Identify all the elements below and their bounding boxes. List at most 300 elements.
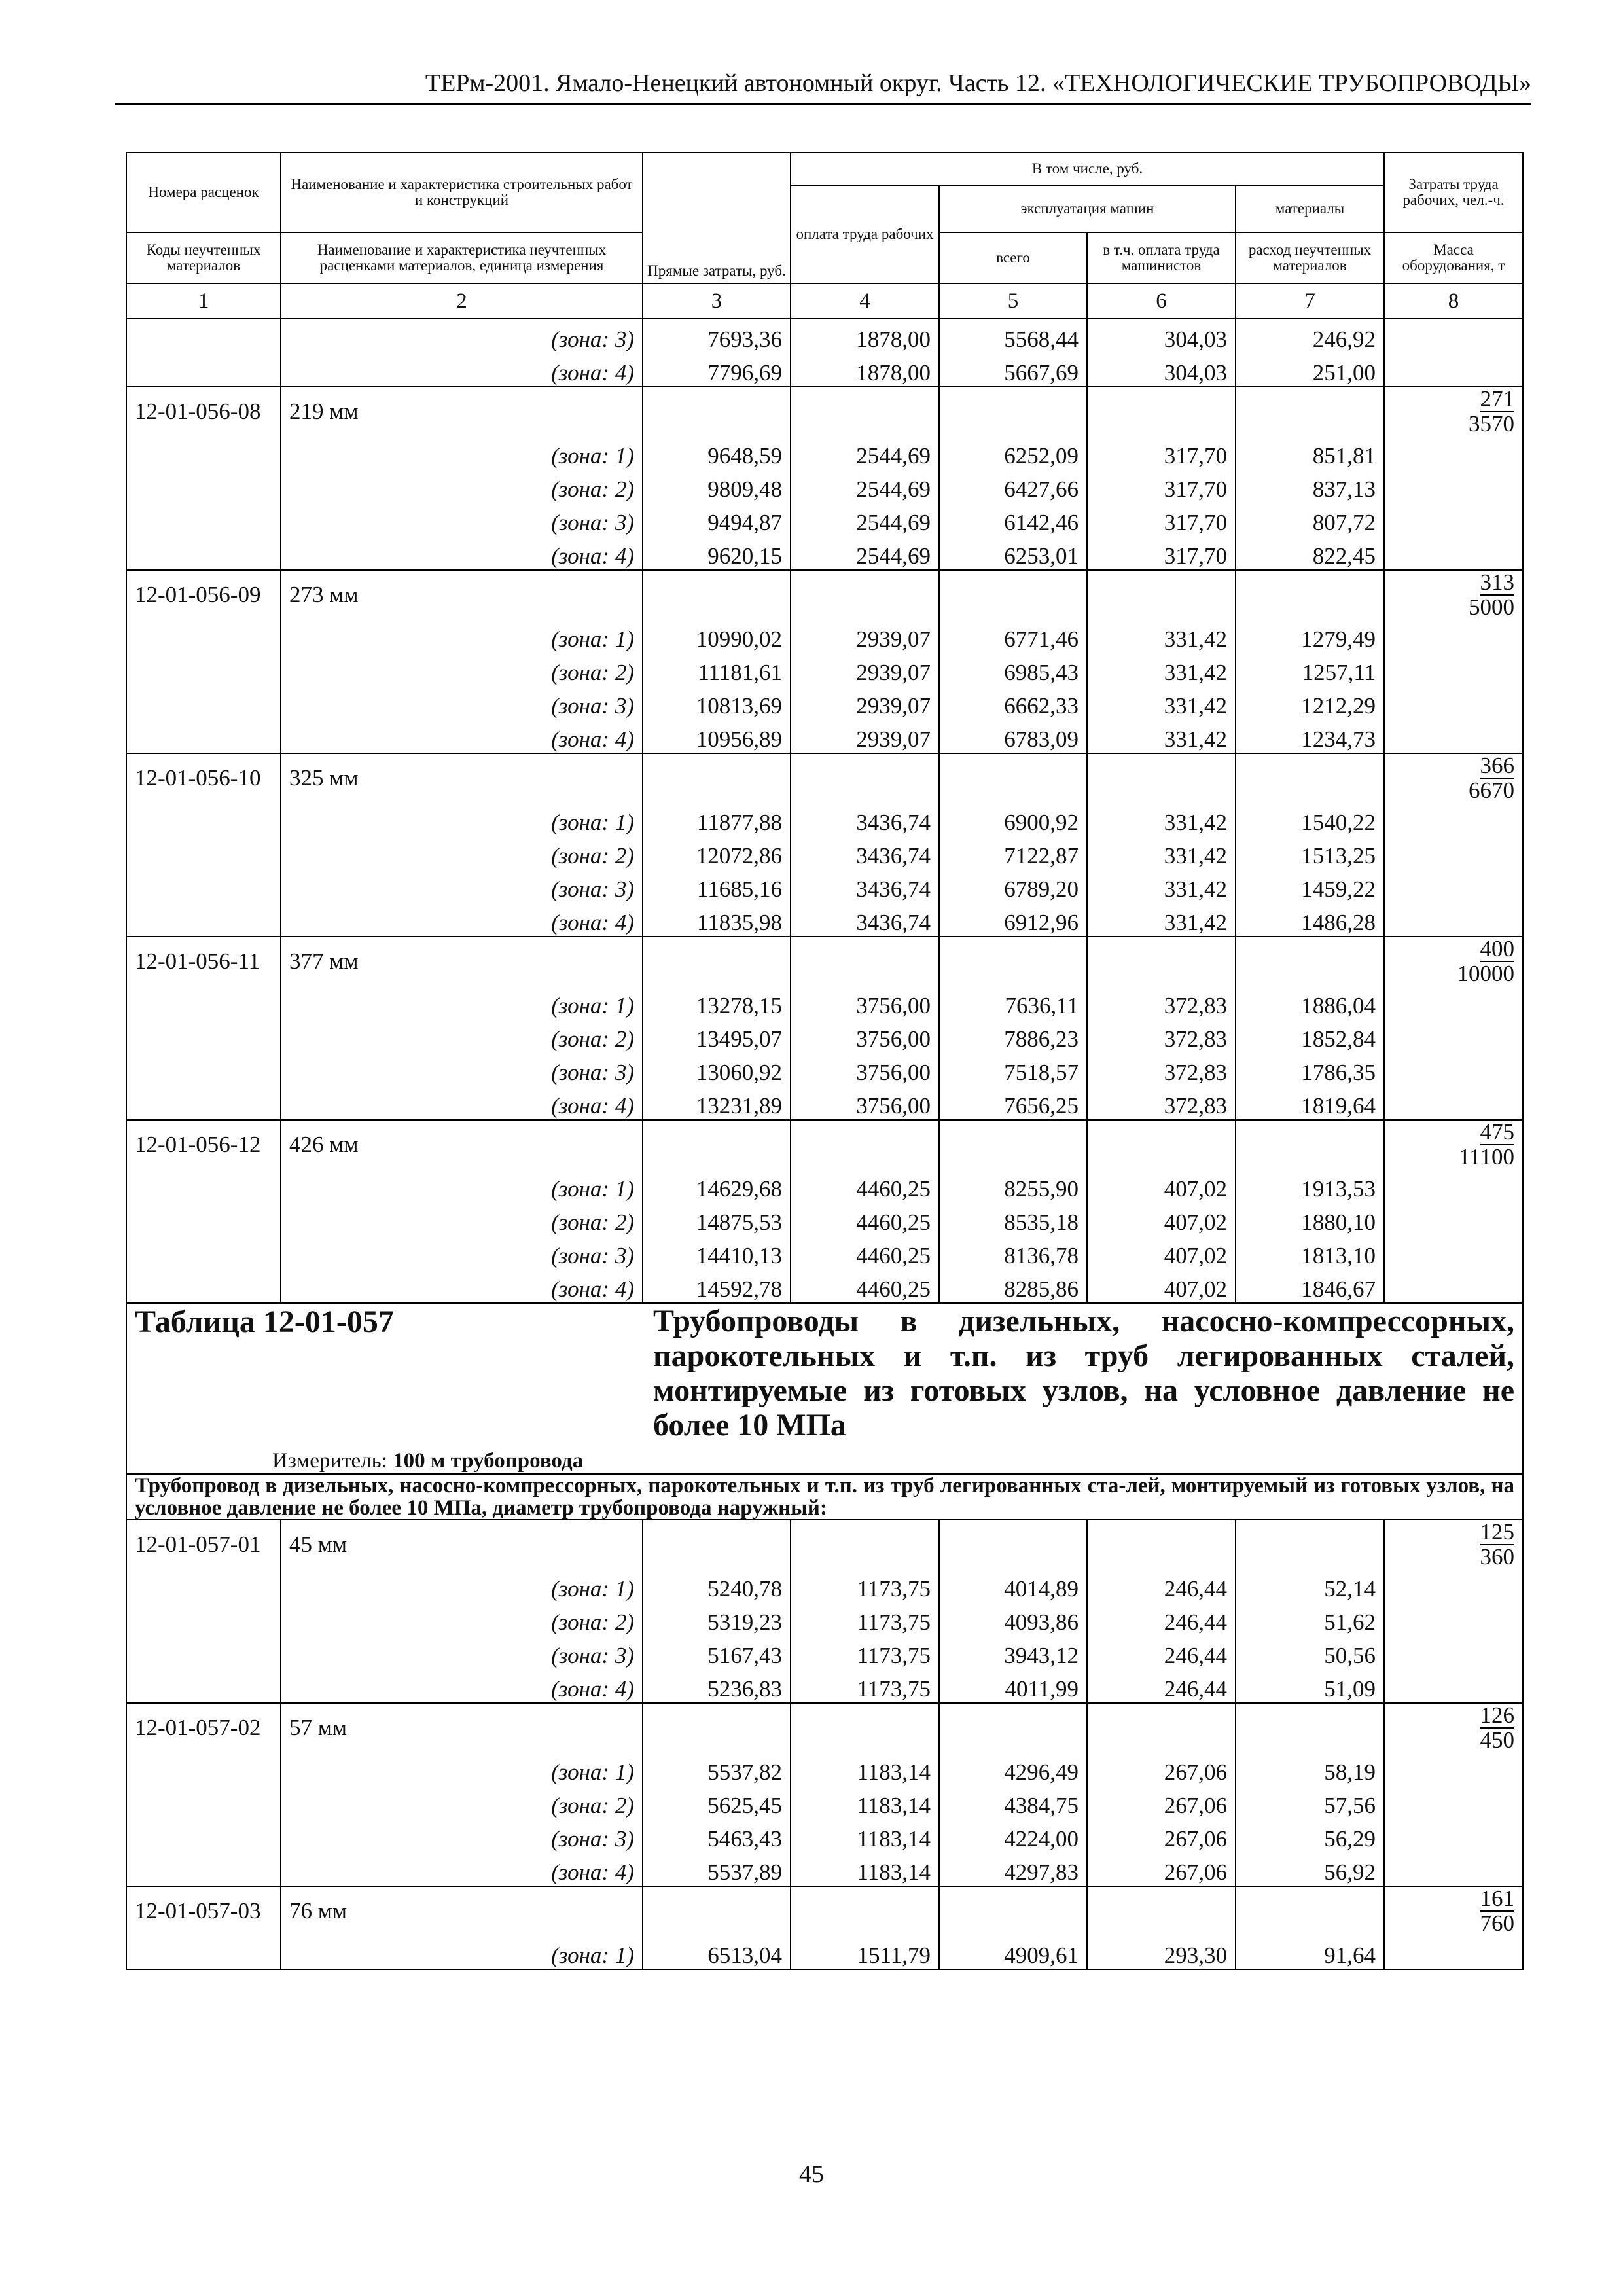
code-cell-empty [126, 719, 281, 753]
materials-header: материалы [1236, 185, 1384, 232]
materials-cell: 91,64 [1236, 1935, 1384, 1969]
labor-mass-cell [1384, 387, 1523, 436]
labor-mass-cell [1384, 937, 1523, 986]
machinist-pay-cell: 407,02 [1087, 1202, 1236, 1236]
mass-cell-empty [1384, 1602, 1523, 1636]
labor-value: 126 [1480, 1702, 1515, 1728]
column-numbers-row [126, 283, 1523, 319]
zone-label: (зона: 3) [281, 686, 643, 719]
code-cell-empty [126, 1602, 281, 1636]
table-row [126, 1019, 1523, 1052]
table-row [126, 1852, 1523, 1886]
empty-cell [791, 1520, 939, 1569]
machinist-pay-cell: 267,06 [1087, 1852, 1236, 1886]
machinist-pay-cell: 331,42 [1087, 836, 1236, 869]
pipe-diameter: 273 мм [281, 570, 643, 619]
empty-cell [939, 1120, 1087, 1169]
meter-label: Измеритель: [272, 1449, 387, 1473]
col-machines-total-header: всего [939, 232, 1087, 283]
code-cell-empty [126, 1669, 281, 1703]
direct-costs-cell: 10990,02 [643, 619, 791, 653]
table-row [126, 802, 1523, 836]
labor-mass-cell [1384, 1703, 1523, 1752]
rate-header-row [126, 753, 1523, 802]
table-row [126, 653, 1523, 686]
worker-pay-cell: 3756,00 [791, 1086, 939, 1120]
machinist-pay-cell: 331,42 [1087, 903, 1236, 937]
zone-label: (зона: 4) [281, 719, 643, 753]
labor-value: 366 [1480, 753, 1515, 778]
mass-cell-empty [1384, 1569, 1523, 1602]
rate-code: 12-01-056-10 [126, 753, 281, 802]
materials-cell: 1880,10 [1236, 1202, 1384, 1236]
meter-line [272, 1449, 1514, 1473]
materials-cell: 1846,67 [1236, 1269, 1384, 1303]
empty-cell [1236, 1886, 1384, 1935]
empty-cell [791, 1120, 939, 1169]
col-material-codes-header: Коды неучтенных материалов [126, 232, 281, 283]
table-row [126, 536, 1523, 570]
code-cell-empty [126, 1019, 281, 1052]
direct-costs-cell: 9494,87 [643, 503, 791, 536]
direct-costs-cell: 5537,89 [643, 1852, 791, 1886]
mass-cell-empty [1384, 353, 1523, 387]
machinist-pay-cell: 246,44 [1087, 1669, 1236, 1703]
worker-pay-cell: 2544,69 [791, 503, 939, 536]
table-row [126, 1269, 1523, 1303]
machines-total-cell: 8136,78 [939, 1236, 1087, 1269]
machines-total-cell: 3943,12 [939, 1636, 1087, 1669]
labor-mass-cell [1384, 1886, 1523, 1935]
materials-cell: 807,72 [1236, 503, 1384, 536]
direct-costs-cell: 5167,43 [643, 1636, 791, 1669]
col-works-header: Наименование и характеристика строительных работ и конструкций [281, 152, 643, 232]
table-row [126, 869, 1523, 903]
materials-cell: 57,56 [1236, 1785, 1384, 1819]
empty-cell [1087, 753, 1236, 802]
machinist-pay-cell: 407,02 [1087, 1236, 1236, 1269]
machines-total-cell: 4011,99 [939, 1669, 1087, 1703]
direct-costs-cell: 13231,89 [643, 1086, 791, 1120]
empty-cell [643, 570, 791, 619]
table-title: Трубопроводы в дизельных, насосно-компрессорных, парокотельных и т.п. из труб легированных сталей, монтируемые из готовых узлов, на условное давление не более 10 МПа [653, 1304, 1515, 1443]
table-row [126, 903, 1523, 937]
mass-value: 360 [1480, 1544, 1515, 1570]
machinist-pay-cell: 372,83 [1087, 1052, 1236, 1086]
machinist-pay-cell: 331,42 [1087, 619, 1236, 653]
mass-cell-empty [1384, 436, 1523, 469]
empty-cell [1087, 937, 1236, 986]
mass-cell-empty [1384, 653, 1523, 686]
machines-total-cell: 7656,25 [939, 1086, 1087, 1120]
materials-cell: 51,62 [1236, 1602, 1384, 1636]
materials-cell: 246,92 [1236, 319, 1384, 353]
col-labor-header: Затраты труда рабочих, чел.-ч. [1384, 152, 1523, 232]
zone-label: (зона: 4) [281, 353, 643, 387]
materials-cell: 1257,11 [1236, 653, 1384, 686]
table-row [126, 469, 1523, 503]
worker-pay-cell: 4460,25 [791, 1202, 939, 1236]
rate-code: 12-01-056-09 [126, 570, 281, 619]
machinist-pay-cell: 372,83 [1087, 1086, 1236, 1120]
empty-cell [791, 387, 939, 436]
mass-cell-empty [1384, 1819, 1523, 1852]
worker-pay-cell: 1183,14 [791, 1852, 939, 1886]
worker-pay-cell: 2939,07 [791, 619, 939, 653]
code-cell-empty [126, 1202, 281, 1236]
empty-cell [1087, 1886, 1236, 1935]
mass-cell-empty [1384, 903, 1523, 937]
machinist-pay-cell: 317,70 [1087, 536, 1236, 570]
mass-cell-empty [1384, 1202, 1523, 1236]
worker-pay-cell: 1173,75 [791, 1602, 939, 1636]
direct-costs-cell: 12072,86 [643, 836, 791, 869]
machinist-pay-cell: 407,02 [1087, 1169, 1236, 1202]
direct-costs-cell: 5625,45 [643, 1785, 791, 1819]
worker-pay-cell: 2939,07 [791, 653, 939, 686]
empty-cell [1236, 753, 1384, 802]
machines-total-cell: 6771,46 [939, 619, 1087, 653]
pipe-diameter: 325 мм [281, 753, 643, 802]
direct-costs-cell: 14629,68 [643, 1169, 791, 1202]
zone-label: (зона: 2) [281, 1785, 643, 1819]
zone-label: (зона: 4) [281, 1669, 643, 1703]
code-cell-empty [126, 1752, 281, 1785]
pipe-diameter: 45 мм [281, 1520, 643, 1569]
empty-cell [643, 1703, 791, 1752]
labor-mass-cell [1384, 570, 1523, 619]
zone-label: (зона: 2) [281, 1202, 643, 1236]
worker-pay-cell: 3436,74 [791, 802, 939, 836]
code-cell-empty [126, 353, 281, 387]
materials-cell: 50,56 [1236, 1636, 1384, 1669]
labor-value: 271 [1480, 386, 1515, 412]
mass-cell-empty [1384, 1852, 1523, 1886]
direct-costs-cell: 5240,78 [643, 1569, 791, 1602]
machines-total-cell: 4384,75 [939, 1785, 1087, 1819]
zone-label: (зона: 4) [281, 536, 643, 570]
code-cell-empty [126, 619, 281, 653]
labor-value: 475 [1480, 1119, 1515, 1145]
machinist-pay-cell: 331,42 [1087, 802, 1236, 836]
worker-pay-cell: 1183,14 [791, 1752, 939, 1785]
zone-label: (зона: 3) [281, 1636, 643, 1669]
empty-cell [1087, 1520, 1236, 1569]
mass-cell-empty [1384, 319, 1523, 353]
labor-mass-cell [1384, 1120, 1523, 1169]
machinist-pay-cell: 407,02 [1087, 1269, 1236, 1303]
table-row [126, 1086, 1523, 1120]
table-row [126, 503, 1523, 536]
materials-cell: 1212,29 [1236, 686, 1384, 719]
empty-cell [643, 1120, 791, 1169]
machinist-pay-cell: 317,70 [1087, 503, 1236, 536]
direct-costs-cell: 10813,69 [643, 686, 791, 719]
rate-header-row [126, 387, 1523, 436]
direct-costs-cell: 13060,92 [643, 1052, 791, 1086]
zone-label: (зона: 3) [281, 1236, 643, 1269]
machines-total-cell: 6789,20 [939, 869, 1087, 903]
machines-total-cell: 8285,86 [939, 1269, 1087, 1303]
empty-cell [1087, 570, 1236, 619]
worker-pay-cell: 4460,25 [791, 1169, 939, 1202]
table-row [126, 436, 1523, 469]
mass-cell-empty [1384, 1669, 1523, 1703]
empty-cell [643, 387, 791, 436]
page-number: 45 [799, 2161, 824, 2188]
code-cell-empty [126, 1086, 281, 1120]
materials-cell: 56,92 [1236, 1852, 1384, 1886]
machines-total-cell: 4296,49 [939, 1752, 1087, 1785]
worker-pay-cell: 2544,69 [791, 436, 939, 469]
rate-code: 12-01-057-01 [126, 1520, 281, 1569]
mass-cell-empty [1384, 802, 1523, 836]
machines-total-cell: 4093,86 [939, 1602, 1087, 1636]
direct-costs-cell: 5319,23 [643, 1602, 791, 1636]
table-body-056 [126, 319, 1523, 1303]
labor-mass-cell [1384, 753, 1523, 802]
code-cell-empty [126, 1819, 281, 1852]
rate-header-row [126, 1520, 1523, 1569]
empty-cell [939, 937, 1087, 986]
empty-cell [791, 937, 939, 986]
materials-cell: 1486,28 [1236, 903, 1384, 937]
col-number: 6 [1087, 283, 1236, 319]
empty-cell [791, 1886, 939, 1935]
direct-costs-cell: 13495,07 [643, 1019, 791, 1052]
table-row [126, 1636, 1523, 1669]
materials-cell: 1540,22 [1236, 802, 1384, 836]
materials-cell: 251,00 [1236, 353, 1384, 387]
table-row [126, 619, 1523, 653]
code-cell-empty [126, 1935, 281, 1969]
materials-cell: 1813,10 [1236, 1236, 1384, 1269]
labor-value: 400 [1480, 936, 1515, 961]
machinist-pay-cell: 317,70 [1087, 469, 1236, 503]
table-description: Трубопровод в дизельных, насосно-компрессорных, парокотельных и т.п. из труб легированных ста-лей, монтируемый из готовых узлов, на условное давление не более 10 МПа, диаметр трубопровода наружный: [126, 1474, 1523, 1520]
code-cell-empty [126, 836, 281, 869]
code-cell-empty [126, 1169, 281, 1202]
code-cell-empty [126, 536, 281, 570]
zone-label: (зона: 2) [281, 1602, 643, 1636]
direct-costs-cell: 9620,15 [643, 536, 791, 570]
code-cell-empty [126, 503, 281, 536]
worker-pay-cell: 3756,00 [791, 986, 939, 1019]
table-label: Таблица 12-01-057 [135, 1304, 394, 1339]
machines-total-cell: 4909,61 [939, 1935, 1087, 1969]
direct-costs-cell: 5537,82 [643, 1752, 791, 1785]
mass-cell-empty [1384, 1752, 1523, 1785]
empty-cell [791, 570, 939, 619]
code-cell-empty [126, 319, 281, 353]
col-number: 1 [126, 283, 281, 319]
materials-cell: 1234,73 [1236, 719, 1384, 753]
labor-value: 125 [1480, 1519, 1515, 1545]
col-materials-name-header: Наименование и характеристика неучтенных расценками материалов, единица измерения [281, 232, 643, 283]
empty-cell [939, 753, 1087, 802]
code-cell-empty [126, 653, 281, 686]
materials-cell: 1819,64 [1236, 1086, 1384, 1120]
machines-total-cell: 6142,46 [939, 503, 1087, 536]
table-row [126, 1052, 1523, 1086]
materials-cell: 822,45 [1236, 536, 1384, 570]
empty-cell [791, 1703, 939, 1752]
table-row [126, 836, 1523, 869]
rate-header-row [126, 1886, 1523, 1935]
col-number: 3 [643, 283, 791, 319]
labor-value: 161 [1480, 1886, 1515, 1911]
worker-pay-cell: 1878,00 [791, 319, 939, 353]
zone-label: (зона: 1) [281, 436, 643, 469]
mass-cell-empty [1384, 536, 1523, 570]
direct-costs-cell: 11877,88 [643, 802, 791, 836]
materials-cell: 52,14 [1236, 1569, 1384, 1602]
col-number: 7 [1236, 283, 1384, 319]
direct-costs-cell: 5463,43 [643, 1819, 791, 1852]
direct-costs-cell: 9809,48 [643, 469, 791, 503]
table-row [126, 1752, 1523, 1785]
direct-costs-cell: 7796,69 [643, 353, 791, 387]
zone-label: (зона: 3) [281, 1052, 643, 1086]
zone-label: (зона: 3) [281, 503, 643, 536]
code-cell-empty [126, 1852, 281, 1886]
pipe-diameter: 57 мм [281, 1703, 643, 1752]
page-header: ТЕРм-2001. Ямало-Ненецкий автономный округ. Часть 12. «ТЕХНОЛОГИЧЕСКИЕ ТРУБОПРОВОДЫ» [115, 69, 1531, 105]
table-row [126, 1935, 1523, 1969]
worker-pay-cell: 2544,69 [791, 469, 939, 503]
code-cell-empty [126, 1052, 281, 1086]
mass-cell-empty [1384, 469, 1523, 503]
worker-pay-cell: 4460,25 [791, 1236, 939, 1269]
materials-cell: 56,29 [1236, 1819, 1384, 1852]
rate-code: 12-01-056-08 [126, 387, 281, 436]
machines-total-cell: 4014,89 [939, 1569, 1087, 1602]
materials-cell: 1459,22 [1236, 869, 1384, 903]
mass-cell-empty [1384, 619, 1523, 653]
worker-pay-cell: 1511,79 [791, 1935, 939, 1969]
zone-label: (зона: 1) [281, 1169, 643, 1202]
zone-label: (зона: 1) [281, 986, 643, 1019]
machines-total-cell: 4224,00 [939, 1819, 1087, 1852]
code-cell-empty [126, 802, 281, 836]
rate-header-row [126, 1120, 1523, 1169]
direct-costs-cell: 14592,78 [643, 1269, 791, 1303]
code-cell-empty [126, 869, 281, 903]
mass-cell-empty [1384, 719, 1523, 753]
empty-cell [1236, 1520, 1384, 1569]
code-cell-empty [126, 1785, 281, 1819]
mass-cell-empty [1384, 986, 1523, 1019]
zone-label: (зона: 1) [281, 1752, 643, 1785]
direct-costs-cell: 14875,53 [643, 1202, 791, 1236]
machines-total-cell: 4297,83 [939, 1852, 1087, 1886]
mass-cell-empty [1384, 686, 1523, 719]
mass-cell-empty [1384, 1269, 1523, 1303]
machines-header: эксплуатация машин [939, 185, 1236, 232]
mass-cell-empty [1384, 869, 1523, 903]
machinist-pay-cell: 304,03 [1087, 319, 1236, 353]
direct-costs-cell: 13278,15 [643, 986, 791, 1019]
worker-pay-cell: 2939,07 [791, 719, 939, 753]
machinist-pay-cell: 317,70 [1087, 436, 1236, 469]
rate-code: 12-01-056-12 [126, 1120, 281, 1169]
table-row [126, 1602, 1523, 1636]
machines-total-cell: 7518,57 [939, 1052, 1087, 1086]
zone-label: (зона: 1) [281, 802, 643, 836]
mass-value: 760 [1480, 1910, 1515, 1936]
empty-cell [939, 387, 1087, 436]
mass-cell-empty [1384, 1236, 1523, 1269]
mass-cell-empty [1384, 836, 1523, 869]
pipe-diameter: 426 мм [281, 1120, 643, 1169]
direct-costs-cell: 11685,16 [643, 869, 791, 903]
incl-header: В том числе, руб. [791, 152, 1384, 185]
worker-pay-cell: 3436,74 [791, 836, 939, 869]
code-cell-empty [126, 1236, 281, 1269]
materials-cell: 1786,35 [1236, 1052, 1384, 1086]
rate-header-row [126, 1703, 1523, 1752]
machinist-pay-cell: 246,44 [1087, 1569, 1236, 1602]
mass-cell-empty [1384, 1169, 1523, 1202]
zone-label: (зона: 3) [281, 869, 643, 903]
rate-code: 12-01-057-02 [126, 1703, 281, 1752]
empty-cell [1087, 1120, 1236, 1169]
table-row [126, 353, 1523, 387]
col-number: 8 [1384, 283, 1523, 319]
machinist-pay-cell: 331,42 [1087, 653, 1236, 686]
empty-cell [643, 753, 791, 802]
empty-cell [1087, 1703, 1236, 1752]
machines-total-cell: 7122,87 [939, 836, 1087, 869]
col-number: 5 [939, 283, 1087, 319]
machines-total-cell: 6783,09 [939, 719, 1087, 753]
materials-cell: 1886,04 [1236, 986, 1384, 1019]
mass-cell-empty [1384, 1935, 1523, 1969]
materials-cell: 1279,49 [1236, 619, 1384, 653]
table-row [126, 719, 1523, 753]
table-row [126, 1819, 1523, 1852]
worker-pay-cell: 3436,74 [791, 869, 939, 903]
worker-pay-cell: 1183,14 [791, 1785, 939, 1819]
machinist-pay-cell: 331,42 [1087, 869, 1236, 903]
empty-cell [939, 1520, 1087, 1569]
worker-pay-cell: 3756,00 [791, 1052, 939, 1086]
machines-total-cell: 6912,96 [939, 903, 1087, 937]
mass-cell-empty [1384, 1052, 1523, 1086]
mass-cell-empty [1384, 1785, 1523, 1819]
machinist-pay-cell: 331,42 [1087, 686, 1236, 719]
table-12-01-057-title [126, 1303, 1523, 1520]
table-row [126, 1202, 1523, 1236]
machinist-pay-cell: 246,44 [1087, 1602, 1236, 1636]
zone-label: (зона: 4) [281, 1269, 643, 1303]
worker-pay-cell: 1183,14 [791, 1819, 939, 1852]
empty-cell [791, 753, 939, 802]
empty-cell [1236, 937, 1384, 986]
zone-label: (зона: 1) [281, 1935, 643, 1969]
machines-total-cell: 6253,01 [939, 536, 1087, 570]
direct-costs-cell: 5236,83 [643, 1669, 791, 1703]
code-cell-empty [126, 436, 281, 469]
empty-cell [1236, 387, 1384, 436]
materials-cell: 837,13 [1236, 469, 1384, 503]
code-cell-empty [126, 1636, 281, 1669]
labor-value: 313 [1480, 569, 1515, 595]
table-row [126, 986, 1523, 1019]
table-row [126, 319, 1523, 353]
machinist-pay-cell: 331,42 [1087, 719, 1236, 753]
machinist-pay-cell: 293,30 [1087, 1935, 1236, 1969]
